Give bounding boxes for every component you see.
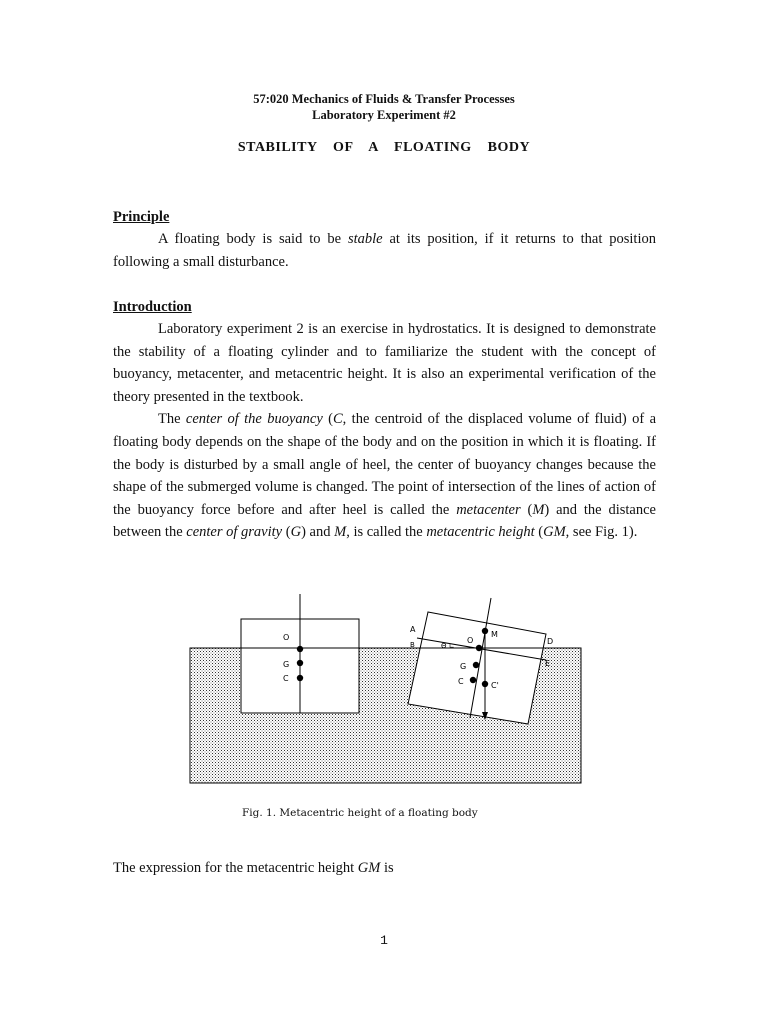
introduction-p2-fragment: metacentric height [426,524,535,541]
point-g-left [297,660,303,666]
label-d: D [547,637,554,646]
introduction-p2-fragment: center of the buoyancy [185,411,323,428]
label-c-right: C [458,677,464,686]
introduction-p2-fragment: center of gravity [186,524,283,541]
label-g-right: G [460,662,467,671]
principle-heading: Principle [113,209,170,225]
point-m [482,628,488,634]
document-header [0,91,768,123]
label-e: E [545,659,551,668]
introduction-p2-fragment: , the centroid of the displaced volume of fluid) of a floating body depends on the shape of the body and on the position in which it is floating. If the body is disturbed by a small angle of heel, the center of buoyancy changes because the shape of the submerged volume is changed. The point of intersection of the lines of action of the buoyancy force before and after heel is called the [113,411,657,518]
introduction-paragraph-2 [113,408,656,544]
expression-text-b: is [380,860,394,876]
introduction-p2-fragment: C [333,411,343,428]
introduction-p2-fragment: M [532,501,545,518]
principle-paragraph [113,228,656,273]
label-a: A [410,625,416,634]
page-title: STABILITY OF A FLOATING BODY [237,140,531,155]
introduction-section [113,296,656,544]
introduction-p2-fragment: G [290,524,302,541]
point-c-prime [482,681,488,687]
introduction-heading: Introduction [113,299,192,315]
figure-caption: Fig. 1. Metacentric height of a floating body [242,807,478,819]
point-c-left [297,675,303,681]
page-number: 1 [380,933,388,948]
label-b: B [410,641,415,649]
introduction-p2-fragment: ( [520,501,533,518]
label-c-left: C [283,674,289,683]
label-o-left: O [283,633,290,642]
principle-section [113,206,656,273]
introduction-p2-fragment: ( [322,411,333,428]
introduction-p2-fragment: ( [282,524,291,541]
point-c-right [470,677,476,683]
introduction-p2-fragment: , see Fig. 1). [565,524,638,541]
principle-text-em: stable [347,231,383,247]
introduction-p2-fragment: The [158,411,186,428]
introduction-paragraph-1: Laboratory experiment 2 is an exercise in hydrostatics. It is designed to demonstrate the stability of a floating cylinder and to familiarize the student with the concept of buoyancy, metacenter, and metacentric height. It is also an experimental verification of the theory presented in the textbook. [113,321,656,405]
introduction-p2-fragment: ( [534,524,544,541]
course-title: 57:020 Mechanics of Fluids & Transfer Processes [253,92,515,106]
introduction-p2-fragment: , is called the [346,524,427,541]
introduction-p2-fragment: metacenter [456,501,521,518]
label-o-right: O [467,636,474,645]
principle-text-a: A floating body is said to be [158,231,348,247]
introduction-p2-fragment: ) and [301,524,335,541]
introduction-p2-fragment: ) and the distance between the [113,501,656,541]
label-theta: Θ ∟ [441,642,455,650]
experiment-title: Laboratory Experiment #2 [312,108,456,122]
label-m: M [491,630,498,639]
point-g-right [473,662,479,668]
expression-line [113,860,394,877]
figure-floating-body [185,588,585,798]
label-c-prime: C' [491,681,499,690]
expression-text-a: The expression for the metacentric height [113,860,358,876]
expression-text-em: GM [357,860,381,876]
principle-text-b: at its position, if it returns to that position following a small disturbance. [113,231,656,270]
point-o-right [476,645,482,651]
introduction-p2-fragment: M [334,524,347,541]
point-o-left [297,646,303,652]
introduction-p2-fragment: GM [543,524,566,541]
label-g-left: G [283,660,290,669]
